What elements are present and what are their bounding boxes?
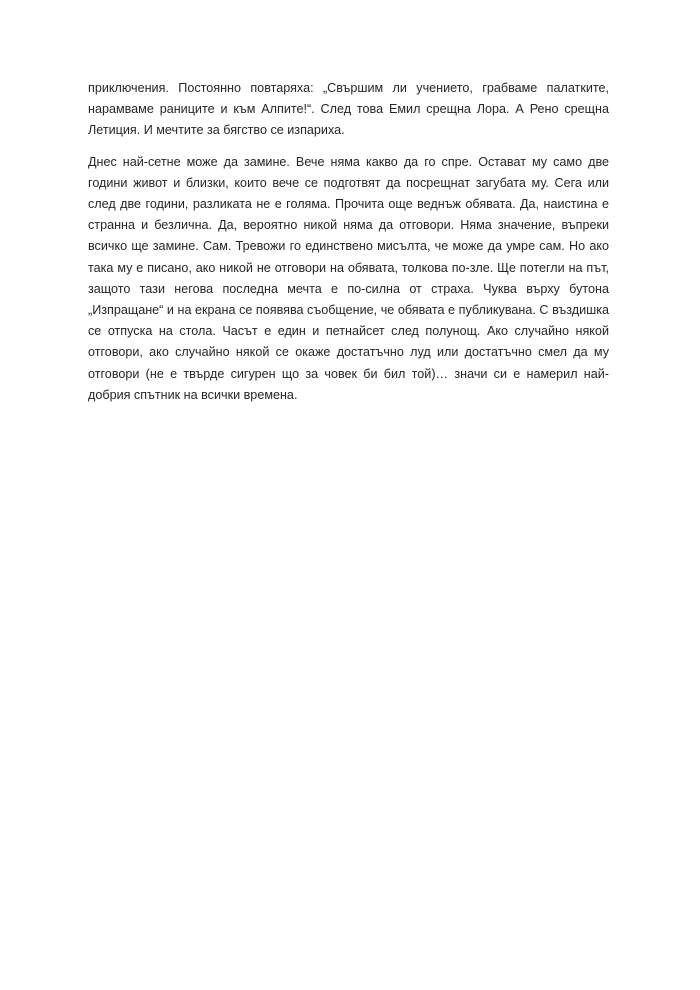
document-page xyxy=(88,78,609,406)
paragraph-2: Днес най-сетне може да замине. Вече няма какво да го спре. Остават му само две години живот и близки, които вече се подготвят да посрещнат загубата му. Сега или след две години, разликата не е голяма. Прочита още веднъж обявата. Да, наистина е странна и безлична. Да, вероятно никой няма да отговори. Няма значение, въпреки всичко ще замине. Сам. Тревожи го единствено мисълта, че може да умре сам. Но ако така му е писано, ако никой не отговори на обявата, толкова по-зле. Ще потегли на път, защото тази негова последна мечта е по-силна от страха. Чуква върху бутона „Изпращане“ и на екрана се появява съобщение, че обявата е публикувана. С въздишка се отпуска на стола. Часът е един и петнайсет след полунощ. Ако случайно някой отговори, ако случайно някой се окаже достатъчно луд или достатъчно смел да му отговори (не е твърде сигурен що за човек би бил той)… значи си е намерил най-добрия спътник на всички времена. xyxy=(88,154,609,402)
paragraph-1: приключения. Постоянно повтаряха: „Свършим ли учението, грабваме палатките, нарамваме раниците и към Алпите!“. След това Емил срещна Лора. А Рено срещна Летиция. И мечтите за бягство се изпариха. xyxy=(88,81,609,138)
